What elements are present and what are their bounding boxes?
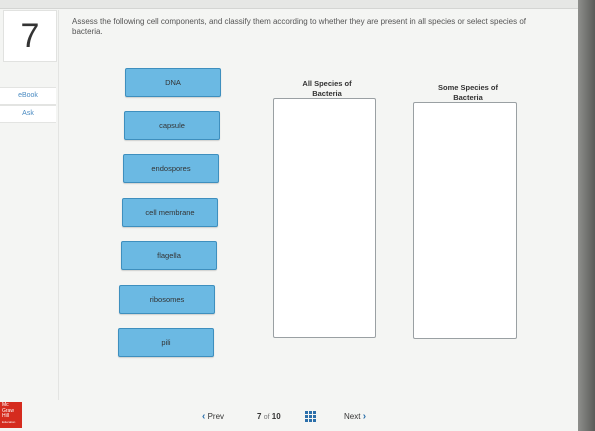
next-button[interactable]: [344, 411, 366, 422]
tile-pili[interactable]: pili: [118, 328, 214, 357]
tile-capsule[interactable]: capsule: [124, 111, 220, 140]
bottom-bar: [0, 400, 578, 431]
logo-text: Education: [2, 419, 16, 424]
tile-flagella[interactable]: flagella: [121, 241, 217, 270]
tile-dna[interactable]: DNA: [125, 68, 221, 97]
drop-zone-all-species[interactable]: [273, 98, 376, 338]
column-header-line: All Species of: [302, 79, 352, 88]
prev-button[interactable]: [202, 411, 224, 422]
question-number: 7: [3, 10, 57, 62]
logo-text: Graw: [2, 407, 14, 414]
page-of: of: [263, 414, 270, 421]
page-indicator: [257, 412, 281, 421]
sidebar-divider: [58, 10, 59, 410]
tile-endospores[interactable]: endospores: [123, 154, 219, 183]
logo-text: Hill: [2, 413, 9, 419]
chevron-left-icon: ‹: [202, 411, 206, 422]
top-bar: [0, 0, 578, 9]
page-current: 7: [257, 412, 262, 421]
column-header-some-species: [418, 83, 518, 103]
question-grid-icon[interactable]: [305, 411, 316, 422]
page-total: 10: [271, 412, 281, 421]
sidebar-item-ask[interactable]: Ask: [0, 105, 56, 123]
chevron-right-icon: ›: [362, 411, 367, 422]
column-header-line: Bacteria: [453, 93, 483, 102]
drop-zone-some-species[interactable]: [413, 102, 517, 339]
sidebar-item-ebook[interactable]: eBook: [0, 87, 56, 105]
tile-cell-membrane[interactable]: cell membrane: [122, 198, 218, 227]
column-header-line: Bacteria: [312, 89, 342, 98]
mcgraw-hill-logo: [0, 402, 22, 428]
tile-ribosomes[interactable]: ribosomes: [119, 285, 215, 314]
column-header-line: Some Species of: [437, 83, 499, 92]
monitor-bezel: [578, 0, 595, 431]
column-header-all-species: [277, 79, 377, 99]
question-prompt: Assess the following cell components, and classify them according to whether they are present in all species or select species of bacteria.: [72, 17, 527, 36]
next-label: Next: [344, 412, 361, 421]
logo-text: Mc: [2, 402, 9, 408]
prev-label: Prev: [207, 412, 225, 421]
